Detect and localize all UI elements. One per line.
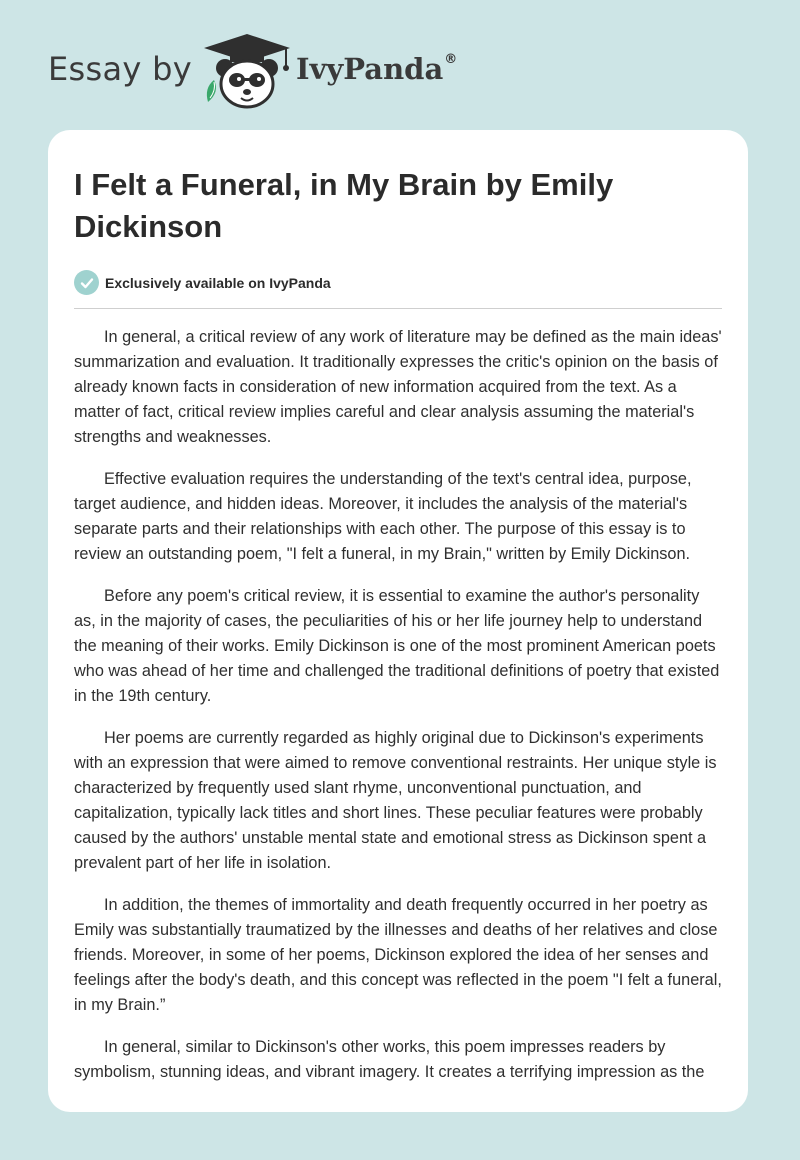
exclusive-badge-label: Exclusively available on IvyPanda [105, 274, 331, 291]
checkmark-icon [74, 270, 99, 295]
paragraph: Effective evaluation requires the understanding of the text's central idea, purpose, target audience, and hidden ideas. Moreover, it includes the analysis of the material's separate parts and their relationships with each other. The purpose of this essay is to review an outstanding poem, "I felt a funeral, in my Brain," written by Emily Dickinson. [74, 470, 692, 563]
paragraph: In addition, the themes of immortality and death frequently occurred in her poetry as Emily was substantially traumatized by the illnesses and deaths of her relatives and close friends. Moreover, in some of her poems, Dickinson explored the idea of her senses and feelings after the body's death, and this concept was reflected in the poem "I felt a funeral, in my Brain.” [74, 896, 722, 1014]
paragraph: Before any poem's critical review, it is essential to examine the author's personality as, in the majority of cases, the peculiarities of his or her life journey help to understand the meaning of their works. Emily Dickinson is one of the most prominent American poets who was ahead of her time and challenged the traditional definitions of poetry that existed in the 19th century. [74, 587, 720, 705]
essay-card [48, 130, 748, 1112]
paragraph: In general, a critical review of any work of literature may be defined as the main ideas' summarization and evaluation. It traditionally expresses the critic's opinion on the basis of already known facts in consideration of new information acquired from the text. As a matter of fact, critical review implies careful and clear analysis assuming the material's strengths and weaknesses. [74, 328, 722, 446]
divider [74, 308, 722, 309]
essay-by-label: Essay by [48, 50, 192, 88]
site-header [0, 0, 800, 120]
essay-title: I Felt a Funeral, in My Brain by Emily Dickinson [74, 167, 614, 244]
panda-graduate-icon [200, 32, 294, 110]
registered-mark: ® [444, 52, 458, 67]
essay-body [74, 325, 722, 1085]
exclusive-badge [74, 270, 722, 295]
brand-label: IvyPanda [296, 52, 444, 86]
paragraph: In general, similar to Dickinson's other works, this poem impresses readers by symbolism, stunning ideas, and vibrant imagery. It creates a terrifying impression as the [74, 1038, 705, 1081]
paragraph: Her poems are currently regarded as highly original due to Dickinson's experiments with an expression that were aimed to remove conventional restraints. Her unique style is characterized by frequently used slant rhyme, unconventional punctuation, and capitalization, typically lack titles and short lines. These peculiar features were probably caused by the authors' unstable mental state and emotional stress as Dickinson spent a prevalent part of her life in isolation. [74, 729, 717, 872]
brand-name[interactable] [296, 52, 457, 86]
